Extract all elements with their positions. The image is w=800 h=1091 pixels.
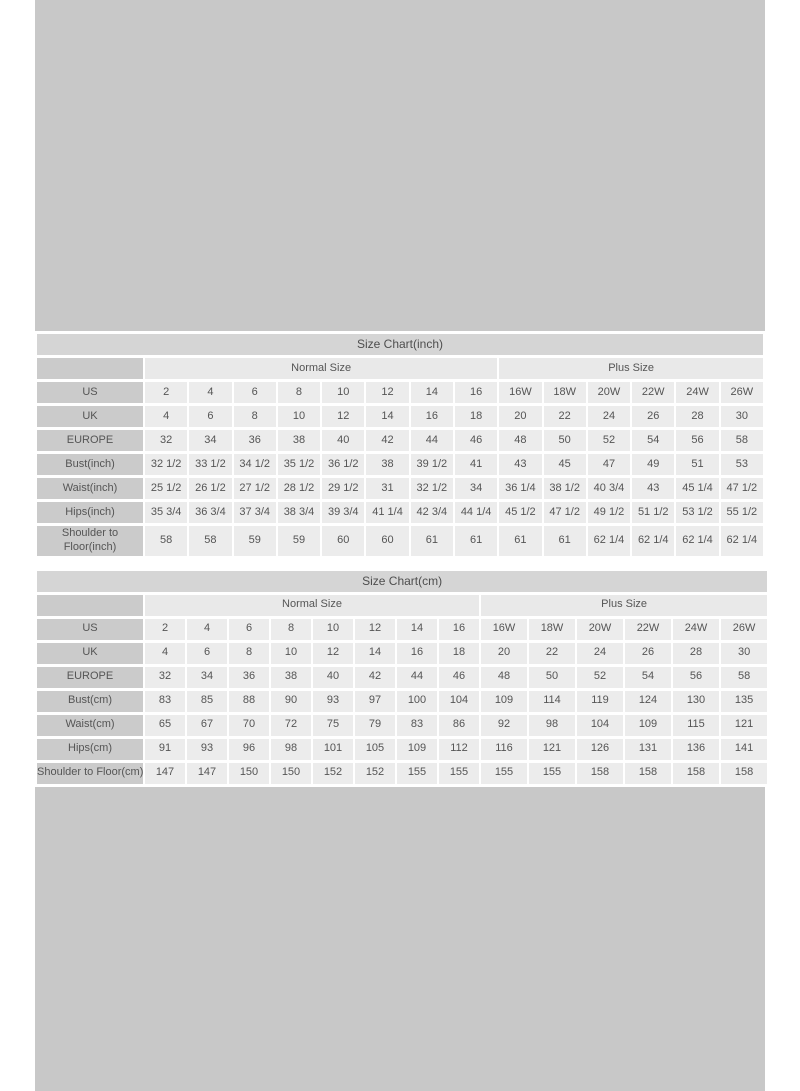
corner-cell: [37, 595, 143, 616]
size-value-cell: 27 1/2: [234, 478, 276, 499]
size-value-cell: 93: [313, 691, 353, 712]
size-value-cell: 131: [625, 739, 671, 760]
size-chart-tables: [35, 331, 765, 787]
size-value-cell: 16W: [499, 382, 541, 403]
size-value-cell: 4: [145, 643, 185, 664]
size-value-cell: 31: [366, 478, 408, 499]
size-value-cell: 72: [271, 715, 311, 736]
size-chart-card: [35, 331, 765, 787]
size-value-cell: 96: [229, 739, 269, 760]
column-group-row: [37, 358, 763, 379]
size-value-cell: 109: [397, 739, 437, 760]
table-row: [37, 667, 767, 688]
size-value-cell: 34: [187, 667, 227, 688]
size-value-cell: 8: [229, 643, 269, 664]
size-value-cell: 49: [632, 454, 674, 475]
size-value-cell: 116: [481, 739, 527, 760]
size-value-cell: 45 1/2: [499, 502, 541, 523]
size-value-cell: 121: [721, 715, 767, 736]
row-label: Hips(inch): [37, 502, 143, 523]
size-value-cell: 46: [455, 430, 497, 451]
row-label: Hips(cm): [37, 739, 143, 760]
size-value-cell: 39 1/2: [411, 454, 453, 475]
size-value-cell: 155: [397, 763, 437, 784]
size-value-cell: 150: [229, 763, 269, 784]
row-label: UK: [37, 406, 143, 427]
size-value-cell: 25 1/2: [145, 478, 187, 499]
size-value-cell: 34 1/2: [234, 454, 276, 475]
size-value-cell: 60: [366, 526, 408, 556]
size-value-cell: 47 1/2: [721, 478, 763, 499]
table-row: [37, 763, 767, 784]
size-value-cell: 49 1/2: [588, 502, 630, 523]
table-title-row: [37, 571, 767, 592]
size-value-cell: 98: [529, 715, 575, 736]
size-value-cell: 26: [625, 643, 671, 664]
size-value-cell: 43: [632, 478, 674, 499]
size-chart-inch-table: [35, 331, 765, 559]
size-value-cell: 24W: [673, 619, 719, 640]
size-value-cell: 24W: [676, 382, 718, 403]
row-label: Waist(inch): [37, 478, 143, 499]
size-value-cell: 59: [234, 526, 276, 556]
size-value-cell: 16: [455, 382, 497, 403]
size-value-cell: 36 3/4: [189, 502, 231, 523]
size-value-cell: 61: [544, 526, 586, 556]
size-value-cell: 36 1/2: [322, 454, 364, 475]
size-value-cell: 18W: [529, 619, 575, 640]
size-value-cell: 92: [481, 715, 527, 736]
size-value-cell: 16W: [481, 619, 527, 640]
size-value-cell: 42: [355, 667, 395, 688]
size-value-cell: 30: [721, 406, 763, 427]
size-value-cell: 158: [625, 763, 671, 784]
table-row: [37, 526, 763, 556]
size-value-cell: 55 1/2: [721, 502, 763, 523]
size-value-cell: 38: [366, 454, 408, 475]
size-value-cell: 54: [625, 667, 671, 688]
size-value-cell: 152: [355, 763, 395, 784]
size-value-cell: 58: [721, 667, 767, 688]
size-value-cell: 58: [189, 526, 231, 556]
size-value-cell: 155: [439, 763, 479, 784]
size-value-cell: 42: [366, 430, 408, 451]
column-group-row: [37, 595, 767, 616]
size-value-cell: 50: [529, 667, 575, 688]
row-label: Shoulder to Floor(cm): [37, 763, 143, 784]
size-value-cell: 12: [366, 382, 408, 403]
size-value-cell: 43: [499, 454, 541, 475]
size-value-cell: 61: [499, 526, 541, 556]
row-label: Shoulder to Floor(inch): [37, 526, 143, 556]
row-label: EUROPE: [37, 667, 143, 688]
size-value-cell: 86: [439, 715, 479, 736]
size-value-cell: 2: [145, 619, 185, 640]
size-value-cell: 83: [397, 715, 437, 736]
size-value-cell: 22: [544, 406, 586, 427]
size-value-cell: 32 1/2: [145, 454, 187, 475]
size-value-cell: 41: [455, 454, 497, 475]
size-value-cell: 40: [322, 430, 364, 451]
size-value-cell: 38 3/4: [278, 502, 320, 523]
size-value-cell: 47: [588, 454, 630, 475]
size-value-cell: 58: [721, 430, 763, 451]
column-group-header: Normal Size: [145, 595, 479, 616]
size-value-cell: 158: [721, 763, 767, 784]
size-value-cell: 40 3/4: [588, 478, 630, 499]
size-value-cell: 119: [577, 691, 623, 712]
size-value-cell: 20: [481, 643, 527, 664]
size-value-cell: 26W: [721, 619, 767, 640]
size-value-cell: 36 1/4: [499, 478, 541, 499]
size-value-cell: 88: [229, 691, 269, 712]
size-value-cell: 6: [229, 619, 269, 640]
size-value-cell: 10: [322, 382, 364, 403]
size-value-cell: 6: [187, 643, 227, 664]
size-chart-cm-table: [35, 568, 769, 787]
size-value-cell: 34: [189, 430, 231, 451]
size-value-cell: 52: [588, 430, 630, 451]
size-value-cell: 20: [499, 406, 541, 427]
size-value-cell: 152: [313, 763, 353, 784]
size-value-cell: 62 1/4: [588, 526, 630, 556]
table-row: [37, 739, 767, 760]
size-value-cell: 12: [313, 643, 353, 664]
size-value-cell: 65: [145, 715, 185, 736]
table-row: [37, 478, 763, 499]
table-row: [37, 406, 763, 427]
size-value-cell: 10: [271, 643, 311, 664]
size-value-cell: 18W: [544, 382, 586, 403]
size-value-cell: 54: [632, 430, 674, 451]
size-value-cell: 53 1/2: [676, 502, 718, 523]
size-value-cell: 14: [411, 382, 453, 403]
table-row: [37, 691, 767, 712]
size-value-cell: 35 1/2: [278, 454, 320, 475]
size-value-cell: 14: [397, 619, 437, 640]
size-value-cell: 30: [721, 643, 767, 664]
size-value-cell: 56: [673, 667, 719, 688]
size-value-cell: 8: [234, 406, 276, 427]
row-label: US: [37, 619, 143, 640]
row-label: UK: [37, 643, 143, 664]
size-value-cell: 67: [187, 715, 227, 736]
size-value-cell: 28: [673, 643, 719, 664]
size-value-cell: 4: [189, 382, 231, 403]
size-value-cell: 93: [187, 739, 227, 760]
size-value-cell: 10: [278, 406, 320, 427]
size-value-cell: 40: [313, 667, 353, 688]
size-value-cell: 12: [322, 406, 364, 427]
size-value-cell: 104: [577, 715, 623, 736]
column-group-header: Normal Size: [145, 358, 497, 379]
size-value-cell: 44: [397, 667, 437, 688]
size-value-cell: 42 3/4: [411, 502, 453, 523]
size-value-cell: 155: [481, 763, 527, 784]
size-value-cell: 47 1/2: [544, 502, 586, 523]
size-value-cell: 16: [397, 643, 437, 664]
size-value-cell: 34: [455, 478, 497, 499]
table-row: [37, 382, 763, 403]
size-value-cell: 16: [439, 619, 479, 640]
size-value-cell: 150: [271, 763, 311, 784]
size-value-cell: 26: [632, 406, 674, 427]
size-value-cell: 38 1/2: [544, 478, 586, 499]
size-value-cell: 97: [355, 691, 395, 712]
size-value-cell: 45: [544, 454, 586, 475]
size-value-cell: 4: [145, 406, 187, 427]
size-value-cell: 35 3/4: [145, 502, 187, 523]
size-value-cell: 36: [229, 667, 269, 688]
size-value-cell: 109: [481, 691, 527, 712]
size-value-cell: 109: [625, 715, 671, 736]
size-value-cell: 135: [721, 691, 767, 712]
table-row: [37, 643, 767, 664]
size-value-cell: 114: [529, 691, 575, 712]
size-value-cell: 98: [271, 739, 311, 760]
table-row: [37, 430, 763, 451]
table-title-row: [37, 334, 763, 355]
size-value-cell: 105: [355, 739, 395, 760]
size-value-cell: 18: [455, 406, 497, 427]
table-row: [37, 502, 763, 523]
size-value-cell: 38: [278, 430, 320, 451]
size-value-cell: 90: [271, 691, 311, 712]
size-value-cell: 32: [145, 667, 185, 688]
size-value-cell: 41 1/4: [366, 502, 408, 523]
size-value-cell: 29 1/2: [322, 478, 364, 499]
size-value-cell: 62 1/4: [676, 526, 718, 556]
size-value-cell: 48: [481, 667, 527, 688]
size-value-cell: 104: [439, 691, 479, 712]
size-value-cell: 59: [278, 526, 320, 556]
size-value-cell: 26W: [721, 382, 763, 403]
size-value-cell: 62 1/4: [721, 526, 763, 556]
row-label: Bust(inch): [37, 454, 143, 475]
size-value-cell: 48: [499, 430, 541, 451]
size-value-cell: 45 1/4: [676, 478, 718, 499]
size-value-cell: 18: [439, 643, 479, 664]
size-value-cell: 4: [187, 619, 227, 640]
size-value-cell: 24: [588, 406, 630, 427]
size-value-cell: 60: [322, 526, 364, 556]
size-value-cell: 158: [577, 763, 623, 784]
size-value-cell: 20W: [577, 619, 623, 640]
size-value-cell: 61: [411, 526, 453, 556]
size-value-cell: 6: [189, 406, 231, 427]
size-value-cell: 79: [355, 715, 395, 736]
size-value-cell: 141: [721, 739, 767, 760]
size-value-cell: 6: [234, 382, 276, 403]
size-value-cell: 101: [313, 739, 353, 760]
size-value-cell: 28 1/2: [278, 478, 320, 499]
size-value-cell: 22W: [625, 619, 671, 640]
size-value-cell: 20W: [588, 382, 630, 403]
size-value-cell: 155: [529, 763, 575, 784]
size-value-cell: 14: [366, 406, 408, 427]
corner-cell: [37, 358, 143, 379]
size-value-cell: 22W: [632, 382, 674, 403]
size-value-cell: 50: [544, 430, 586, 451]
size-value-cell: 8: [278, 382, 320, 403]
table-row: [37, 454, 763, 475]
size-value-cell: 85: [187, 691, 227, 712]
size-value-cell: 56: [676, 430, 718, 451]
size-value-cell: 14: [355, 643, 395, 664]
row-label: US: [37, 382, 143, 403]
size-value-cell: 51: [676, 454, 718, 475]
size-value-cell: 44 1/4: [455, 502, 497, 523]
size-value-cell: 37 3/4: [234, 502, 276, 523]
size-value-cell: 121: [529, 739, 575, 760]
size-value-cell: 147: [187, 763, 227, 784]
size-value-cell: 12: [355, 619, 395, 640]
table-title: Size Chart(inch): [37, 334, 763, 355]
size-value-cell: 32 1/2: [411, 478, 453, 499]
size-value-cell: 83: [145, 691, 185, 712]
size-value-cell: 70: [229, 715, 269, 736]
size-value-cell: 44: [411, 430, 453, 451]
size-value-cell: 26 1/2: [189, 478, 231, 499]
size-value-cell: 112: [439, 739, 479, 760]
row-label: Waist(cm): [37, 715, 143, 736]
size-value-cell: 115: [673, 715, 719, 736]
table-title: Size Chart(cm): [37, 571, 767, 592]
size-value-cell: 126: [577, 739, 623, 760]
size-value-cell: 38: [271, 667, 311, 688]
size-value-cell: 58: [145, 526, 187, 556]
size-value-cell: 22: [529, 643, 575, 664]
size-value-cell: 51 1/2: [632, 502, 674, 523]
size-value-cell: 28: [676, 406, 718, 427]
size-value-cell: 8: [271, 619, 311, 640]
table-row: [37, 619, 767, 640]
size-value-cell: 53: [721, 454, 763, 475]
size-value-cell: 52: [577, 667, 623, 688]
column-group-header: Plus Size: [499, 358, 763, 379]
size-value-cell: 24: [577, 643, 623, 664]
size-value-cell: 10: [313, 619, 353, 640]
column-group-header: Plus Size: [481, 595, 767, 616]
size-value-cell: 91: [145, 739, 185, 760]
size-value-cell: 46: [439, 667, 479, 688]
size-value-cell: 124: [625, 691, 671, 712]
size-value-cell: 33 1/2: [189, 454, 231, 475]
size-value-cell: 36: [234, 430, 276, 451]
size-value-cell: 130: [673, 691, 719, 712]
size-value-cell: 16: [411, 406, 453, 427]
size-value-cell: 2: [145, 382, 187, 403]
size-value-cell: 147: [145, 763, 185, 784]
row-label: EUROPE: [37, 430, 143, 451]
table-row: [37, 715, 767, 736]
size-value-cell: 75: [313, 715, 353, 736]
size-value-cell: 136: [673, 739, 719, 760]
size-value-cell: 158: [673, 763, 719, 784]
size-value-cell: 32: [145, 430, 187, 451]
size-value-cell: 62 1/4: [632, 526, 674, 556]
size-value-cell: 39 3/4: [322, 502, 364, 523]
size-value-cell: 100: [397, 691, 437, 712]
size-value-cell: 61: [455, 526, 497, 556]
row-label: Bust(cm): [37, 691, 143, 712]
